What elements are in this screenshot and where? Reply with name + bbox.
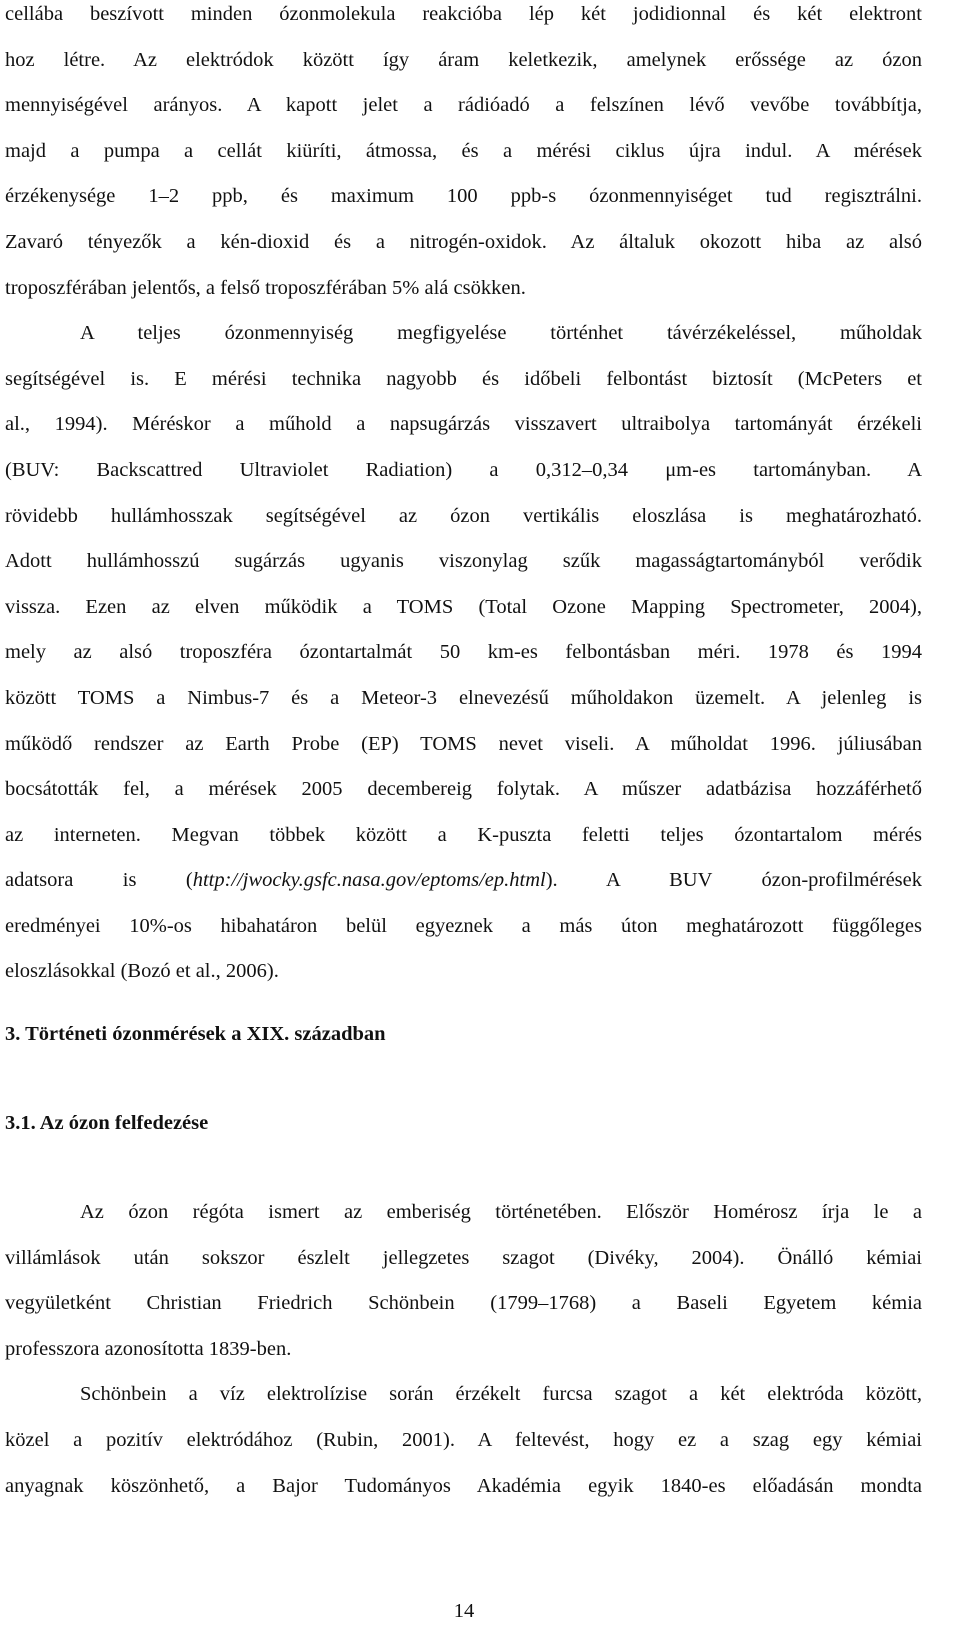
text-block-lower xyxy=(5,1190,922,1509)
text-line: közel a pozitív elektródához (Rubin, 2001). A feltevést, hogy ez a szag egy kémiai xyxy=(5,1428,922,1451)
text-line: érzékenysége 1–2 ppb, és maximum 100 ppb-s ózonmennyiséget tud regisztrálni. xyxy=(5,185,922,208)
text-line: anyagnak köszönhető, a Bajor Tudományos Akadémia egyik 1840-es előadásán mondta xyxy=(5,1474,922,1497)
page-number: 14 xyxy=(453,1600,475,1622)
text-line: rövidebb hullámhosszak segítségével az ózon vertikális eloszlása is meghatározható. xyxy=(5,504,922,527)
text-line: eredményei 10%-os hibahatáron belül egyeznek a más úton meghatározott függőleges xyxy=(5,914,922,937)
text-line: között TOMS a Nimbus-7 és a Meteor-3 elnevezésű műholdakon üzemelt. A jelenleg is xyxy=(5,686,922,709)
text-line: mennyiségével arányos. A kapott jelet a rádióadó a felszínen lévő vevőbe továbbítja, xyxy=(5,94,922,117)
text-line: hoz létre. Az elektródok között így áram keletkezik, amelynek erőssége az ózon xyxy=(5,48,922,71)
text-line: professzora azonosította 1839-ben. xyxy=(5,1337,292,1360)
text-line: Az ózon régóta ismert az emberiség történetében. Először Homérosz írja le a xyxy=(80,1201,922,1223)
text-line: A teljes ózonmennyiség megfigyelése történhet távérzékeléssel, műholdak xyxy=(80,322,922,345)
text-line: vissza. Ezen az elven működik a TOMS (Total Ozone Mapping Spectrometer, 2004), xyxy=(5,595,922,618)
text-line: Adott hullámhosszú sugárzás ugyanis viszonylag szűk magasságtartományból verődik xyxy=(5,550,922,573)
text-line: bocsátották fel, a mérések 2005 decembereig folytak. A műszer adatbázisa hozzáférhető xyxy=(5,778,922,801)
text-line: Zavaró tényezők a kén-dioxid és a nitrogén-oxidok. Az általuk okozott hiba az alsó xyxy=(5,230,922,253)
text-line: majd a pumpa a cellát kiüríti, átmossa, és a mérési ciklus újra indul. A mérések xyxy=(5,139,922,162)
text-line: eloszlásokkal (Bozó et al., 2006). xyxy=(5,960,279,983)
text-line: villámlások után sokszor észlelt jellegzetes szagot (Divéky, 2004). Önálló kémiai xyxy=(5,1246,922,1269)
paragraph-satellite xyxy=(5,311,922,995)
url-suffix: ). A BUV ózon-profilmérések xyxy=(545,869,922,892)
text-line: Schönbein a víz elektrolízise során érzékelt furcsa szagot a két elektróda között, xyxy=(80,1383,922,1406)
text-line: cellába beszívott minden ózonmolekula reakcióba lép két jodidionnal és két elektront xyxy=(5,3,922,25)
toms-url-link[interactable]: http://jwocky.gsfc.nasa.gov/eptoms/ep.html xyxy=(192,869,546,892)
text-line-with-url xyxy=(5,858,922,904)
text-line: troposzférában jelentős, a felső troposzférában 5% alá csökken. xyxy=(5,276,526,299)
text-line: az interneten. Megvan többek között a K-puszta feletti teljes ózontartalom mérés xyxy=(5,823,922,846)
text-line: működő rendszer az Earth Probe (EP) TOMS nevet viseli. A műholdat 1996. júliusában xyxy=(5,732,922,755)
section-heading-wrap xyxy=(5,1012,386,1058)
paragraph-ozone-history xyxy=(5,1190,922,1372)
section-heading-3: 3. Történeti ózonmérések a XIX. században xyxy=(5,1023,386,1045)
text-line: al., 1994). Méréskor a műhold a napsugárzás visszavert ultraibolya tartományát érzékeli xyxy=(5,413,922,436)
paragraph-schonbein xyxy=(5,1372,922,1509)
text-line: mely az alsó troposzféra ózontartalmát 50 km-es felbontásban méri. 1978 és 1994 xyxy=(5,641,922,664)
url-prefix: adatsora is ( xyxy=(5,869,193,892)
section-heading-3-1: 3.1. Az ózon felfedezése xyxy=(5,1112,209,1134)
text-line: (BUV: Backscattred Ultraviolet Radiation) a 0,312–0,34 μm-es tartományban. A xyxy=(5,458,922,481)
text-line: vegyületként Christian Friedrich Schönbein (1799–1768) a Baseli Egyetem kémia xyxy=(5,1292,922,1315)
paragraph-ozonesonde xyxy=(5,0,922,311)
text-block-upper xyxy=(5,0,922,995)
subsection-heading-wrap xyxy=(5,1101,208,1147)
text-line: segítségével is. E mérési technika nagyobb és időbeli felbontást biztosít (McPeters et xyxy=(5,367,922,390)
